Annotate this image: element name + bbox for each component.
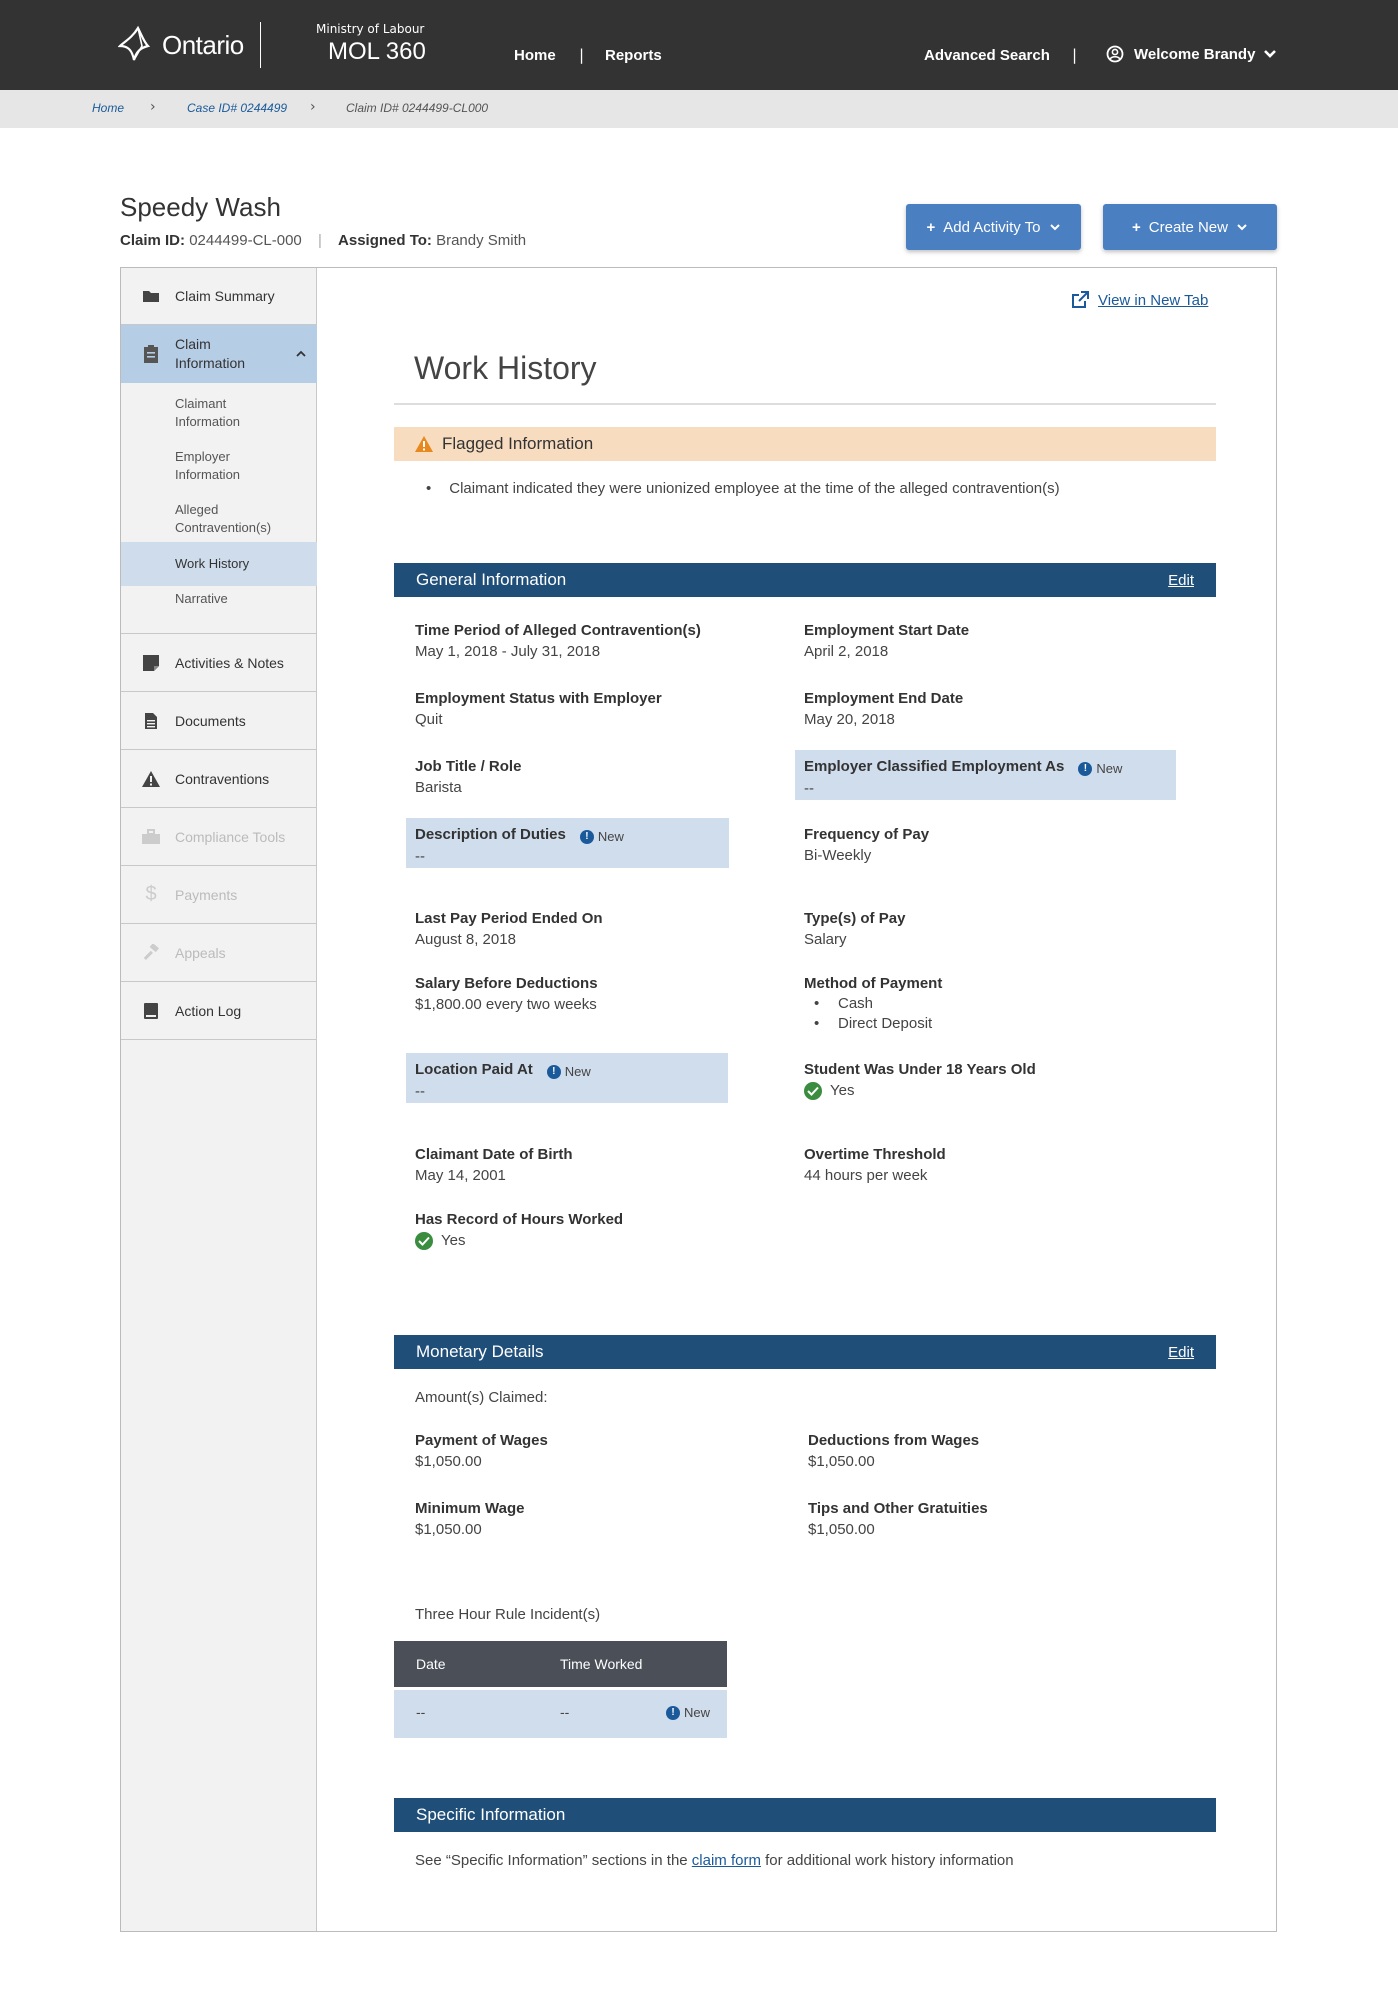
field-value: --: [804, 780, 814, 797]
cell-time-worked: --: [560, 1704, 570, 1720]
sidebar-item-label: Documents: [175, 712, 246, 729]
title-rule: [394, 403, 1216, 405]
field-value: May 20, 2018: [804, 711, 895, 728]
field-label: Tips and Other Gratuities: [808, 1500, 988, 1517]
specific-information-header: [394, 1798, 1216, 1832]
section-heading: Specific Information: [416, 1805, 566, 1824]
field-value: Bi-Weekly: [804, 847, 872, 864]
field-value: $1,050.00: [415, 1453, 482, 1470]
sidebar-item-claim-information[interactable]: [121, 325, 317, 383]
plus-icon: +: [926, 218, 936, 236]
sidebar-item-compliance-tools: [121, 808, 317, 866]
gavel-icon: [141, 944, 161, 962]
sidebar-sub-label: Information: [175, 414, 241, 429]
field-overtime-threshold: [804, 1146, 946, 1184]
breadcrumb-chevron-icon: ›: [150, 99, 156, 115]
chevron-down-icon: [1236, 223, 1248, 231]
sidebar-item-claim-summary[interactable]: [121, 268, 317, 325]
app-name: MOL 360: [328, 38, 426, 65]
field-frequency-of-pay: [804, 826, 929, 864]
toolbox-icon: [141, 829, 161, 845]
meta-separator: |: [317, 232, 322, 249]
sidebar-sub-label: Contravention(s): [175, 520, 272, 535]
sidebar-item-label: Payments: [175, 886, 238, 903]
claim-id-label: Claim ID:: [120, 232, 186, 249]
column-header-time-worked: Time Worked: [560, 1656, 643, 1672]
ministry-name: Ministry of Labour: [316, 22, 425, 36]
sidebar-sub-label: Employer: [175, 449, 230, 464]
sidebar-item-appeals: [121, 924, 317, 982]
field-value: Salary: [804, 931, 847, 948]
info-icon: !: [547, 1065, 561, 1079]
incident-table-header: [394, 1641, 727, 1687]
brand-name: Ontario: [162, 29, 244, 60]
sidebar-sub-claimant-information[interactable]: [121, 395, 317, 431]
field-label: Employment Start Date: [804, 622, 970, 639]
breadcrumb-case[interactable]: Case ID# 0244499: [187, 101, 288, 115]
field-value: $1,050.00: [808, 1453, 875, 1470]
claim-form-link[interactable]: claim form: [691, 1852, 761, 1869]
breadcrumb-claim: Claim ID# 0244499-CL000: [346, 101, 489, 115]
view-in-new-tab-label: View in New Tab: [1098, 291, 1209, 309]
field-job-title: [415, 758, 521, 796]
field-label: Employment Status with Employer: [415, 690, 662, 707]
field-employer-classified: [804, 758, 1122, 797]
sidebar-item-label: Claim Summary: [175, 288, 275, 304]
nav-separator: |: [1072, 46, 1078, 64]
field-value: $1,800.00 every two weeks: [415, 996, 597, 1013]
new-badge: [547, 1064, 591, 1079]
text-fragment: for additional work history information: [760, 1852, 1014, 1869]
field-last-pay-period: [415, 910, 603, 948]
table-row: [394, 1690, 727, 1738]
sidebar-sub-label: Claimant: [175, 396, 227, 411]
flag-title: Flagged Information: [442, 434, 594, 453]
warning-icon: [414, 435, 434, 453]
field-payment-of-wages: [415, 1432, 548, 1470]
field-time-period: [415, 622, 701, 660]
nav-reports[interactable]: Reports: [605, 47, 662, 64]
sidebar-item-contraventions[interactable]: [121, 750, 317, 808]
flagged-info-banner: [394, 427, 1216, 461]
field-date-of-birth: [415, 1146, 573, 1184]
info-icon: !: [580, 830, 594, 844]
section-title: Work History: [414, 350, 597, 386]
field-label: Type(s) of Pay: [804, 910, 906, 927]
sidebar-sub-label: Information: [175, 467, 241, 482]
nav-home[interactable]: Home: [514, 47, 556, 64]
sidebar-sub-label: Alleged: [175, 502, 219, 517]
clipboard-icon: [141, 344, 161, 364]
view-in-new-tab-link[interactable]: [1070, 290, 1208, 310]
column-header-date: Date: [416, 1656, 446, 1672]
sidebar-item-label: Action Log: [175, 1002, 242, 1019]
assigned-value: Brandy Smith: [436, 232, 527, 249]
sidebar: [121, 268, 317, 1931]
field-types-of-pay: [804, 910, 905, 948]
field-label: Student Was Under 18 Years Old: [804, 1061, 1036, 1078]
field-value: $1,050.00: [415, 1521, 482, 1538]
add-activity-label: Add Activity To: [943, 218, 1041, 236]
field-location-paid: [415, 1061, 591, 1100]
chevron-down-icon: [1049, 223, 1061, 231]
flag-note: [426, 480, 1060, 497]
ontario-logo[interactable]: [118, 20, 244, 70]
sidebar-item-payments: [121, 866, 317, 924]
sidebar-item-documents[interactable]: [121, 692, 317, 750]
folder-icon: [141, 289, 161, 303]
sidebar-sub-narrative[interactable]: Narrative: [175, 591, 228, 606]
monetary-details-header: [394, 1335, 1216, 1369]
checkmark-icon: [415, 1232, 433, 1250]
edit-monetary-link[interactable]: Edit: [1168, 1343, 1194, 1361]
three-hour-rule-label: Three Hour Rule Incident(s): [415, 1606, 601, 1623]
list-item: • Cash: [804, 994, 942, 1014]
warning-icon: [141, 770, 161, 788]
field-label: Employer Classified Employment As: [804, 758, 1065, 775]
plus-icon: +: [1132, 218, 1141, 236]
field-value: May 1, 2018 - July 31, 2018: [415, 643, 601, 660]
field-student-under-18: [804, 1061, 1036, 1100]
edit-general-link[interactable]: Edit: [1168, 571, 1194, 589]
new-label: New: [684, 1705, 711, 1720]
field-value: May 14, 2001: [415, 1167, 506, 1184]
field-tips: [808, 1500, 988, 1538]
sidebar-item-action-log[interactable]: [121, 982, 317, 1040]
add-activity-button[interactable]: [906, 204, 1081, 250]
field-value: August 8, 2018: [415, 931, 516, 948]
section-heading: Monetary Details: [416, 1342, 544, 1361]
field-record-hours: [415, 1211, 623, 1250]
book-icon: [141, 1002, 161, 1020]
welcome-text: Welcome Brandy: [1134, 45, 1256, 63]
field-value: $1,050.00: [808, 1521, 875, 1538]
field-employment-status: [415, 690, 662, 728]
breadcrumb-chevron-icon: ›: [310, 99, 316, 115]
sidebar-sub-alleged-contraventions[interactable]: [121, 501, 317, 537]
field-value: --: [415, 848, 425, 865]
logo-divider: [260, 22, 261, 68]
field-label: Method of Payment: [804, 975, 943, 992]
new-label: New: [1096, 761, 1123, 776]
field-value: Quit: [415, 711, 443, 728]
field-value: 44 hours per week: [804, 1167, 928, 1184]
field-label: Overtime Threshold: [804, 1146, 946, 1163]
info-icon: !: [666, 1706, 680, 1720]
new-label: New: [564, 1064, 591, 1079]
claim-id-value: 0244499-CL-000: [189, 232, 302, 249]
sidebar-item-label: Activities & Notes: [175, 654, 284, 671]
dollar-icon: $: [145, 883, 157, 905]
new-label: New: [597, 829, 624, 844]
field-value: Yes: [830, 1082, 855, 1099]
field-label: Description of Duties: [415, 826, 566, 843]
text-fragment: See “Specific Information” sections in the: [415, 1852, 692, 1869]
field-label: Claimant Date of Birth: [415, 1146, 573, 1163]
sidebar-item-label: Appeals: [175, 944, 226, 961]
sidebar-item-label: Contraventions: [175, 770, 270, 787]
page-title: Speedy Wash: [120, 192, 281, 222]
section-heading: General Information: [416, 570, 567, 589]
chevron-down-icon: [1263, 49, 1277, 59]
field-label: Employment End Date: [804, 690, 964, 707]
bullet: •: [426, 480, 432, 497]
field-method-of-payment: [804, 975, 942, 1034]
field-end-date: [804, 690, 963, 728]
field-label: Deductions from Wages: [808, 1432, 980, 1449]
user-menu[interactable]: [1106, 45, 1277, 63]
field-value: --: [415, 1083, 425, 1100]
nav-separator: |: [579, 46, 585, 64]
general-information-header: [394, 563, 1216, 597]
sidebar-item-label: Claim: [175, 336, 211, 352]
amounts-claimed-label: Amount(s) Claimed:: [415, 1389, 548, 1406]
sidebar-item-label: Compliance Tools: [175, 828, 286, 845]
document-icon: [141, 712, 161, 730]
field-label: Frequency of Pay: [804, 826, 930, 843]
field-minimum-wage: [415, 1500, 524, 1538]
field-label: Salary Before Deductions: [415, 975, 598, 992]
field-label: Minimum Wage: [415, 1500, 525, 1517]
field-label: Has Record of Hours Worked: [415, 1211, 624, 1228]
claim-meta: [120, 232, 526, 249]
field-start-date: [804, 622, 969, 660]
sidebar-item-activities-notes[interactable]: [121, 634, 317, 692]
field-value: Yes: [441, 1232, 466, 1249]
breadcrumb-home[interactable]: Home: [92, 101, 125, 115]
field-value: April 2, 2018: [804, 643, 889, 660]
assigned-label: Assigned To:: [338, 232, 432, 249]
field-description-of-duties: [415, 826, 624, 865]
chevron-up-icon: [295, 350, 307, 358]
sidebar-sub-employer-information[interactable]: [121, 448, 317, 484]
note-icon: [141, 654, 161, 672]
external-link-icon: [1070, 290, 1090, 310]
field-label: Time Period of Alleged Contravention(s): [415, 622, 701, 639]
new-badge: [580, 829, 624, 844]
cell-date: --: [416, 1704, 426, 1720]
field-label: Location Paid At: [415, 1061, 533, 1078]
sidebar-item-label: Information: [175, 355, 246, 371]
specific-info-text: [415, 1852, 1014, 1869]
field-value: Barista: [415, 779, 462, 796]
create-new-button[interactable]: [1103, 204, 1277, 250]
sidebar-sub-work-history[interactable]: Work History: [121, 542, 317, 586]
list-item: • Direct Deposit: [804, 1014, 942, 1034]
new-badge: [1078, 761, 1122, 776]
trillium-icon: [118, 24, 158, 66]
info-icon: !: [1078, 762, 1092, 776]
field-label: Payment of Wages: [415, 1432, 548, 1449]
new-badge: [666, 1705, 710, 1720]
field-label: Last Pay Period Ended On: [415, 910, 603, 927]
create-new-label: Create New: [1148, 218, 1228, 236]
user-icon: [1106, 45, 1124, 63]
field-label: Job Title / Role: [415, 758, 522, 775]
advanced-search-link[interactable]: Advanced Search: [924, 47, 1050, 64]
checkmark-icon: [804, 1082, 822, 1100]
field-salary: [415, 975, 598, 1013]
field-deductions: [808, 1432, 979, 1470]
flag-note-text: Claimant indicated they were unionized employee at the time of the alleged contravention(s): [449, 480, 1060, 497]
